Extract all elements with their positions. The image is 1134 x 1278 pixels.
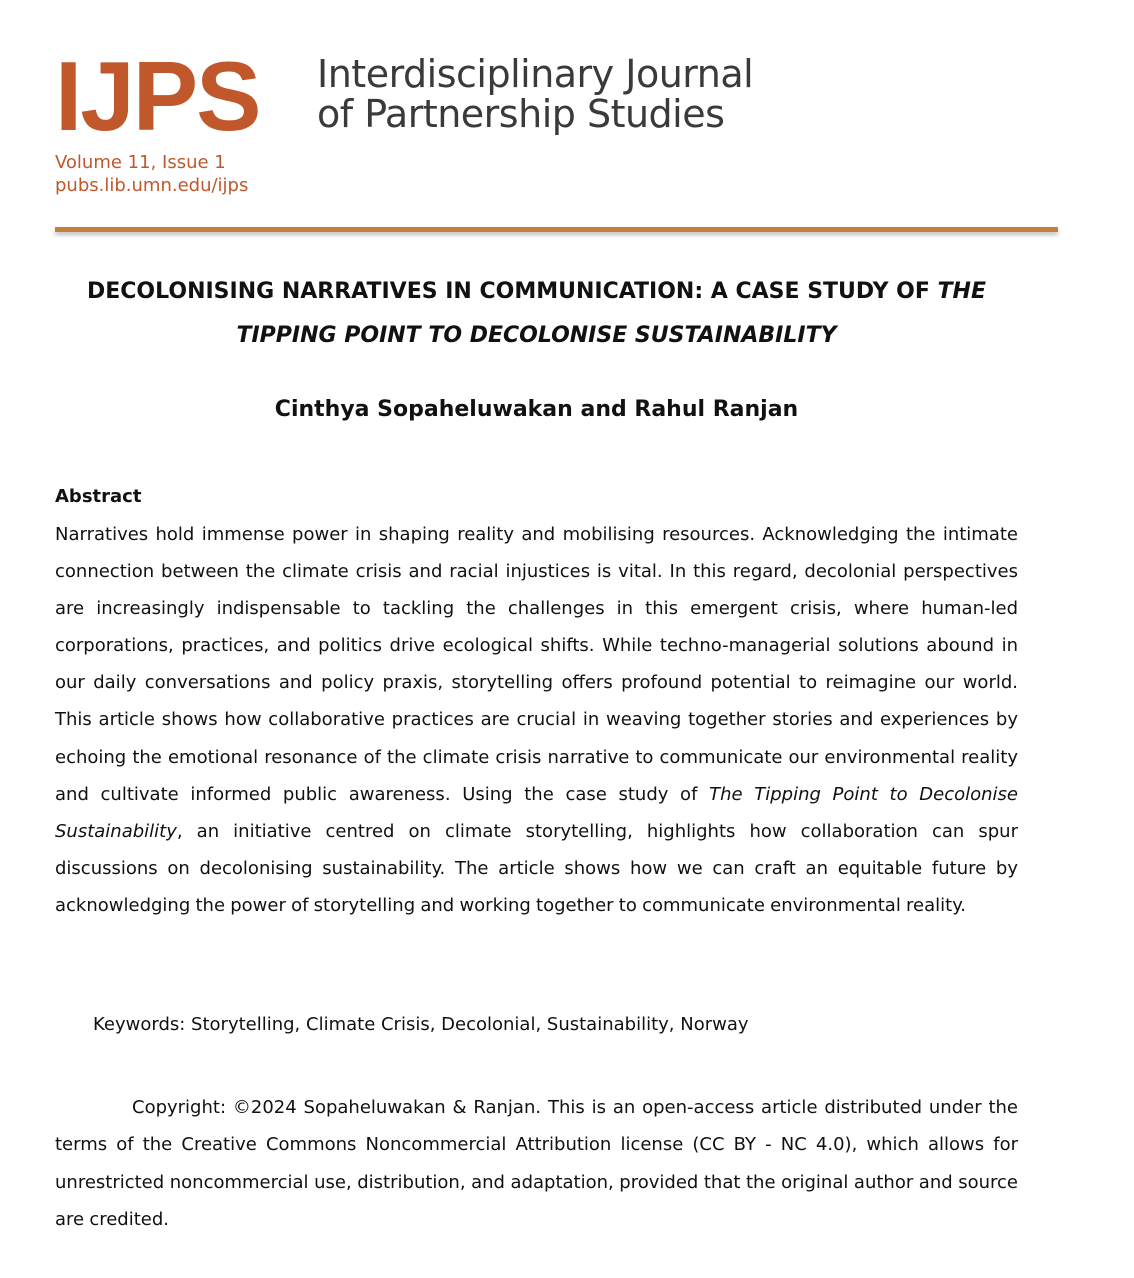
- abstract-italic-title: The Tipping Point to Decolonise Sustainability: [55, 783, 1018, 842]
- journal-name-line-1: Interdisciplinary Journal: [317, 52, 754, 96]
- copyright-notice: Copyright: ©2024 Sopaheluwakan & Ranjan. This is an open-access article distributed under the terms of the Creative Commons Noncommercial Attribution license (CC BY - NC 4.0), which allows for unrestricted noncommercial use, distribution, and adaptation, provided that the original author and source are credited.: [55, 1097, 1018, 1230]
- abstract-heading: Abstract: [55, 486, 142, 507]
- volume-issue: Volume 11, Issue 1: [55, 152, 226, 173]
- issue-info: [55, 151, 248, 197]
- abstract-text-part-1: Narratives hold immense power in shaping reality and mobilising resources. Acknowledging the intimate connection between the climate crisis and racial injustices is vital. In this regard, decolonial perspectives are increasingly indispensable to tackling the challenges in this emergent crisis, where human-led corporations, practices, and politics drive ecological shifts. While techno-managerial solutions abound in our daily conversations and policy praxis, storytelling offers profound potential to reimagine our world. This article shows how collaborative practices are crucial in weaving together stories and experiences by echoing the emotional resonance of the climate crisis narrative to communicate our environmental reality and cultivate informed public awareness. Using the case study of: [55, 524, 1018, 805]
- article-title-main: DECOLONISING NARRATIVES IN COMMUNICATION: A CASE STUDY OF: [87, 279, 938, 304]
- header-divider: [55, 227, 1058, 232]
- article-authors: Cinthya Sopaheluwakan and Rahul Ranjan: [274, 397, 799, 422]
- journal-masthead: [55, 41, 855, 151]
- abstract-text-part-2: , an initiative centred on climate storytelling, highlights how collaboration can spur discussions on decolonising sustainability. The article shows how we can craft an equitable future by acknowledging the power of storytelling and working together to communicate environmental reality.: [55, 820, 1018, 916]
- abstract-body: [55, 516, 1018, 924]
- journal-name-line-2: of Partnership Studies: [317, 92, 725, 136]
- journal-url[interactable]: pubs.lib.umn.edu/ijps: [55, 175, 249, 196]
- journal-name: [317, 54, 753, 134]
- keywords: Keywords: Storytelling, Climate Crisis, Decolonial, Sustainability, Norway: [93, 1014, 749, 1035]
- journal-logo: IJPS: [55, 41, 260, 151]
- article-title-italic: THE TIPPING POINT TO DECOLONISE SUSTAINABILITY: [236, 279, 986, 348]
- article-title: [55, 270, 1018, 358]
